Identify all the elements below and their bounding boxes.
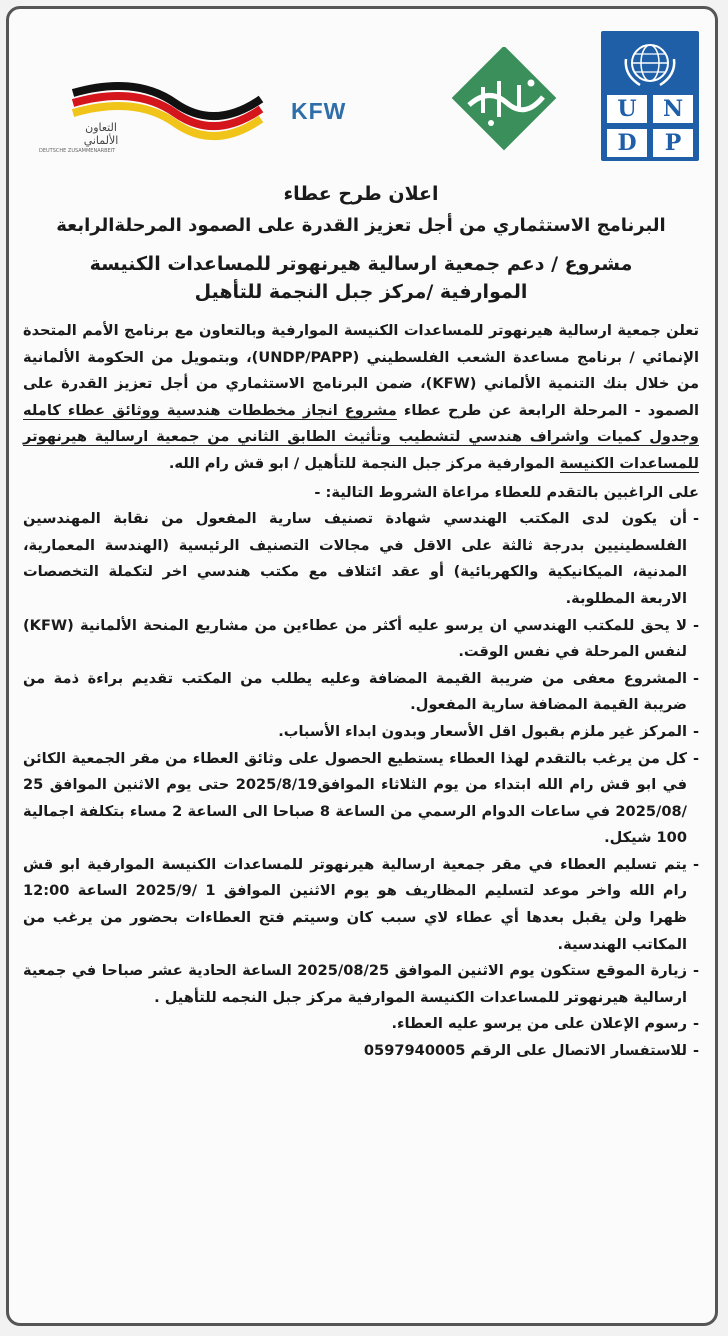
condition-item: - يتم تسليم العطاء في مقر جمعية ارسالية هيرنهوتر للمساعدات الكنيسة الموارفية ابو قش رام الله واخر موعد لتسليم المظاريف هو يوم الاثنين الموافق 1 /2025/9 الساعة 12:00 ظهرا ولن يقبل بعدها أي عطاء لاي سبب كان وسيتم فتح العطاءات بحضور من يرغب من المكاتب الهندسية. <box>23 852 699 958</box>
undp-letter: D <box>607 129 647 157</box>
contact-line: - للاستفسار الاتصال على الرقم 0597940005 <box>23 1038 699 1065</box>
un-emblem-icon <box>620 39 680 91</box>
condition-item: - المركز غير ملزم بقبول اقل الأسعار وبدون ابداء الأسباب. <box>23 719 699 746</box>
undp-letters <box>607 95 693 157</box>
undp-letter: U <box>607 95 647 123</box>
announcement-text <box>23 318 699 1065</box>
conditions-lead: على الراغبين بالتقدم للعطاء مراعاة الشروط التالية: - <box>314 483 699 501</box>
condition-item: - لا يحق للمكتب الهندسي ان يرسو عليه أكثر من عطاءين من مشاريع المنحة الألمانية (KFW) لنفس المرحلة في نفس الوقت. <box>23 613 699 666</box>
program-title: البرنامج الاستثماري من أجل تعزيز القدرة على الصمود المرحلةالرابعة <box>56 215 666 236</box>
project-title <box>23 250 699 306</box>
condition-item: - كل من يرغب بالتقدم لهذا العطاء يستطيع الحصول على وثائق العطاء من مقر الجمعية الكائن في ابو قش رام الله ابتداء من يوم الثلاثاء الموافق2025/8/19 حتى يوم الاثنين الموافق 25 /2025/08 في ساعات الدوام الرسمي من الساعة 8 صباحا الى الساعة 2 مساء بتكلفة اجمالية 100 شيكل. <box>23 746 699 852</box>
german-cooperation-text-en: DEUTSCHE ZUSAMMENARBEIT <box>39 148 116 154</box>
project-title-line: مشروع / دعم جمعية ارسالية هيرنهوتر للمساعدات الكنيسة <box>89 253 633 275</box>
condition-item: - المشروع معفى من ضريبة القيمة المضافة وعليه يطلب من المكتب تقديم براءة ذمة من ضريبة القيمة المضافة سارية المفعول. <box>23 666 699 719</box>
condition-item: - رسوم الإعلان على من يرسو عليه العطاء. <box>23 1011 699 1038</box>
logo-bar <box>9 23 715 173</box>
announcement-frame <box>6 6 718 1326</box>
intro-paragraph <box>23 318 699 478</box>
announcement-body <box>23 177 699 1065</box>
project-description: مشروع انجاز مخططات هندسية ووثائق عطاء كامله وجدول كميات واشراف هندسي لتشطيب وتأثيث الطابق الثاني من جمعية ارسالية هيرنهوتر للمساعدات الكنيسة <box>23 401 699 472</box>
undp-letter: N <box>653 95 693 123</box>
kfw-logo: KFW <box>291 98 347 124</box>
condition-item: - زيارة الموقع ستكون يوم الاثنين الموافق 2025/08/25 الساعة الحادية عشر صباحا في جمعية ارسالية هيرنهوتر للمساعدات الكنيسة الموارفية مركز جبل النجمه للتأهيل . <box>23 958 699 1011</box>
undp-logo <box>601 31 699 161</box>
undp-letter: P <box>653 129 693 157</box>
page-title: اعلان طرح عطاء <box>283 183 439 205</box>
project-title-line: الموارفية /مركز جبل النجمة للتأهيل <box>194 281 528 303</box>
german-cooperation-text: التعاون الألماني <box>83 121 119 147</box>
intro-text: تعلن جمعية ارسالية هيرنهوتر للمساعدات الكنيسة الموارفية وبالتعاون مع برنامج الأمم المتحدة الإنمائي / برنامج مساعدة الشعب الفلسطيني (UNDP/PAPP)، وبتمويل من الحكومة الألمانية من خلال بنك التنمية الألماني (KFW)، ضمن البرنامج الاستثماري من أجل تعزيز القدرة على الصمود - المرحلة الرابعة عن طرح عطاء <box>23 322 699 419</box>
intro-text: الموارفية مركز جبل النجمة للتأهيل / ابو قش رام الله. <box>168 454 555 472</box>
jabal-al-najmeh-logo <box>439 47 569 157</box>
condition-item: - أن يكون لدى المكتب الهندسي شهادة تصنيف سارية المفعول من نقابة المهندسين الفلسطينيين بدرجة ثالثة على الاقل في مجالات التصنيف الرئيسية (الهندسة المعمارية، المدنية، الميكانيكية والكهربائية) أو عقد ائتلاف مع مكتب هندسي اخر لتكملة التخصصات الاربعة المطلوبة. <box>23 506 699 612</box>
